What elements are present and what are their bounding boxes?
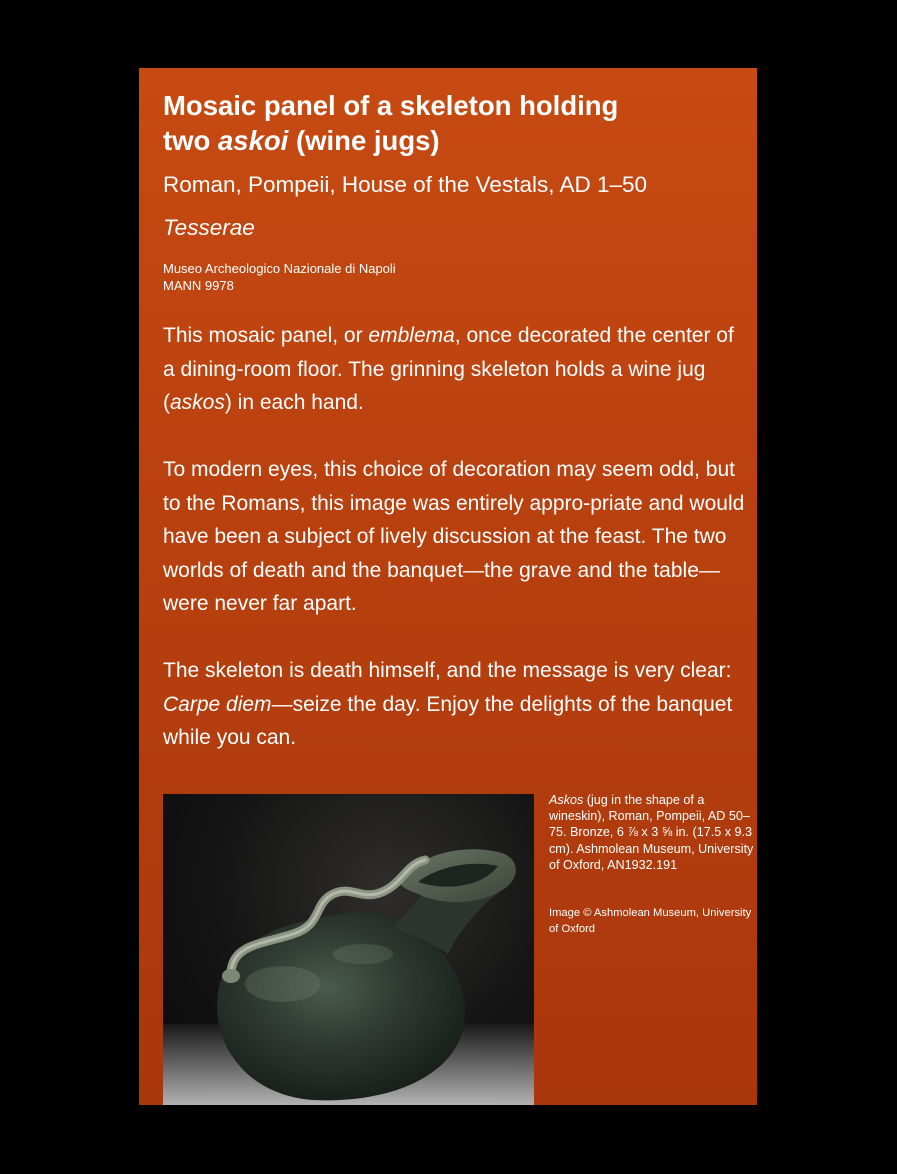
title-italic-term: askoi — [218, 125, 289, 156]
p1-text-c: ) in each hand. — [224, 391, 364, 414]
label-origin-date: Roman, Pompeii, House of the Vestals, AD 1–50 — [163, 172, 648, 197]
photo-caption — [549, 792, 754, 873]
p3-text-b: —seize the day. Enjoy the delights of the banquet while you can. — [163, 692, 733, 749]
body-paragraph-1 — [163, 319, 748, 420]
title-line-2-pre: two — [163, 125, 218, 156]
p1-text-b: , once decorated the center of a dining-room floor. The grinning skeleton holds a wine jug ( — [163, 324, 734, 414]
title-line-1: Mosaic panel of a skeleton holding — [163, 90, 619, 121]
p1-italic-askos: askos — [170, 391, 225, 414]
askos-photo — [163, 794, 534, 1105]
body-paragraph-2: To modern eyes, this choice of decoration may seem odd, but to the Romans, this image was entirely appro-priate and would have been a subject of lively discussion at the feast. The two worlds of death and the banquet—the grave and the table—were never far apart. — [163, 458, 745, 615]
body-paragraph-3 — [163, 654, 748, 755]
caption-text: (jug in the shape of a wineskin), Roman, Pompeii, AD 50–75. Bronze, 6 ⅞ x 3 ⅝ in. (17.5 x 9.3 cm). Ashmolean Museum, University of Oxford, AN1932.191 — [549, 793, 754, 872]
museum-accession: MANN 9978 — [163, 278, 234, 293]
p1-text-a: This mosaic panel, or — [163, 324, 369, 347]
museum-name: Museo Archeologico Nazionale di Napoli — [163, 261, 396, 276]
caption-italic-askos: Askos — [549, 793, 584, 807]
photo-credit: Image © Ashmolean Museum, University of Oxford — [549, 907, 752, 935]
p3-text-a: The skeleton is death himself, and the message is very clear: — [163, 659, 732, 682]
askos-bronze-jug-image — [163, 794, 534, 1105]
label-museum-credit — [163, 260, 396, 294]
p3-italic-carpe-diem: Carpe diem — [163, 692, 272, 716]
museum-label-panel — [139, 68, 757, 1105]
p1-italic-emblema: emblema — [368, 324, 455, 347]
label-title — [163, 88, 733, 158]
title-line-2-post: (wine jugs) — [288, 125, 440, 156]
label-medium: Tesserae — [163, 215, 255, 240]
